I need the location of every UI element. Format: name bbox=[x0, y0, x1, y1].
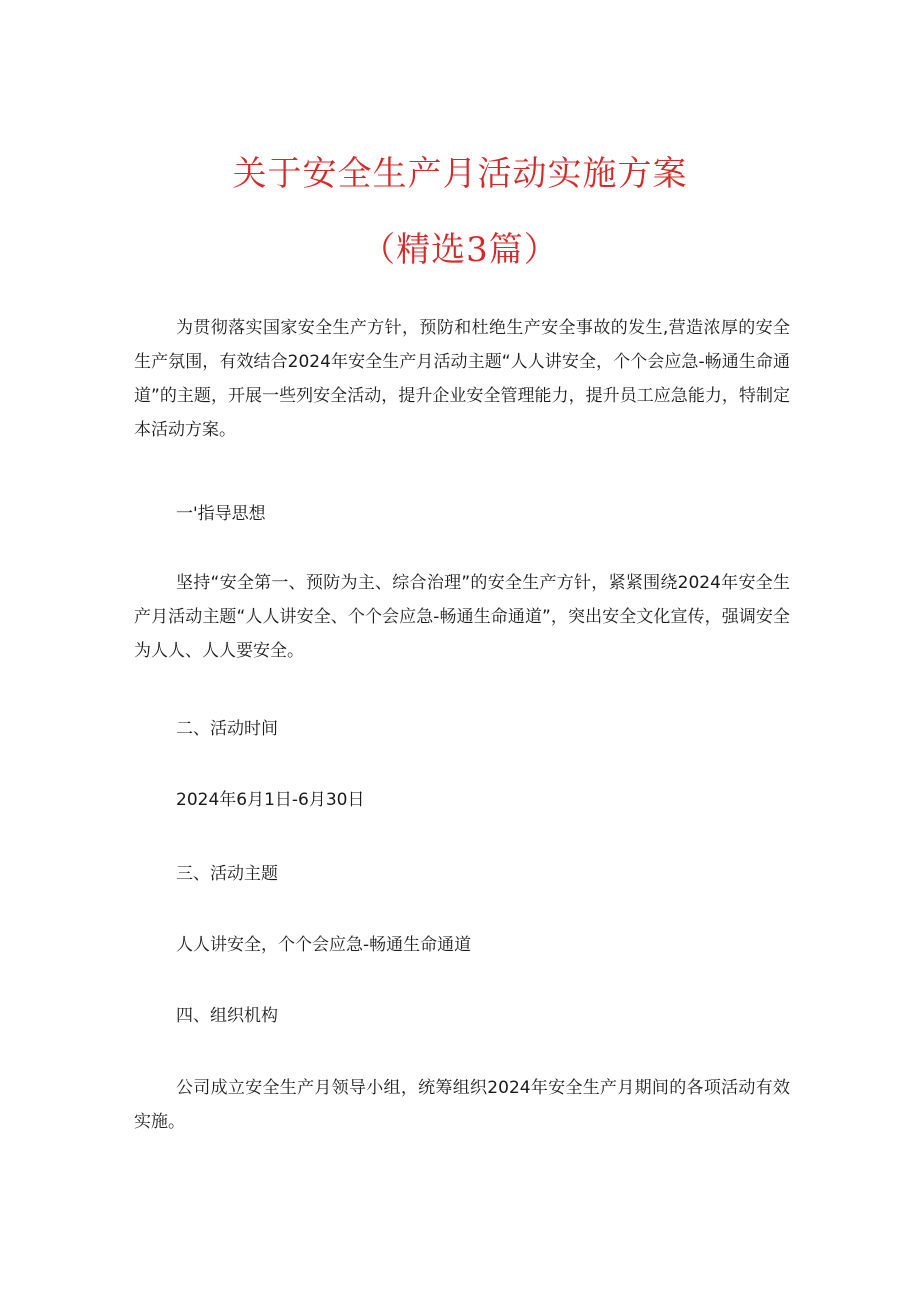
section-heading-organization: 四、组织机构 bbox=[176, 1006, 278, 1026]
section-body-activity-time: 2024年6月1日-6月30日 bbox=[176, 790, 365, 810]
section-heading-guiding-thought: 一'指导思想 bbox=[176, 504, 266, 524]
document-title: 关于安全生产月活动实施方案 bbox=[232, 154, 688, 194]
section-body-activity-theme: 人人讲安全，个个会应急-畅通生命通道 bbox=[176, 935, 472, 955]
document-subtitle: （精选3篇） bbox=[361, 230, 559, 270]
section-heading-activity-time: 二、活动时间 bbox=[176, 719, 278, 739]
section-body-guiding-thought: 坚持“安全第一、预防为主、综合治理”的安全生产方针，紧紧围绕2024年安全生产月活动主题“人人讲安全、个个会应急-畅通生命通道”，突出安全文化宣传，强调安全为人人、人人要安全。 bbox=[134, 573, 790, 661]
section-body-organization: 公司成立安全生产月领导小组，统筹组织2024年安全生产月期间的各项活动有效实施。 bbox=[134, 1078, 790, 1132]
intro-paragraph: 为贯彻落实国家安全生产方针，预防和杜绝生产安全事故的发生,营造浓厚的安全生产氛围，有效结合2024年安全生产月活动主题“人人讲安全，个个会应急-畅通生命通道”的主题，开展一些列安全活动，提升企业安全管理能力，提升员工应急能力，特制定本活动方案。 bbox=[134, 318, 790, 440]
section-heading-activity-theme: 三、活动主题 bbox=[176, 864, 278, 884]
